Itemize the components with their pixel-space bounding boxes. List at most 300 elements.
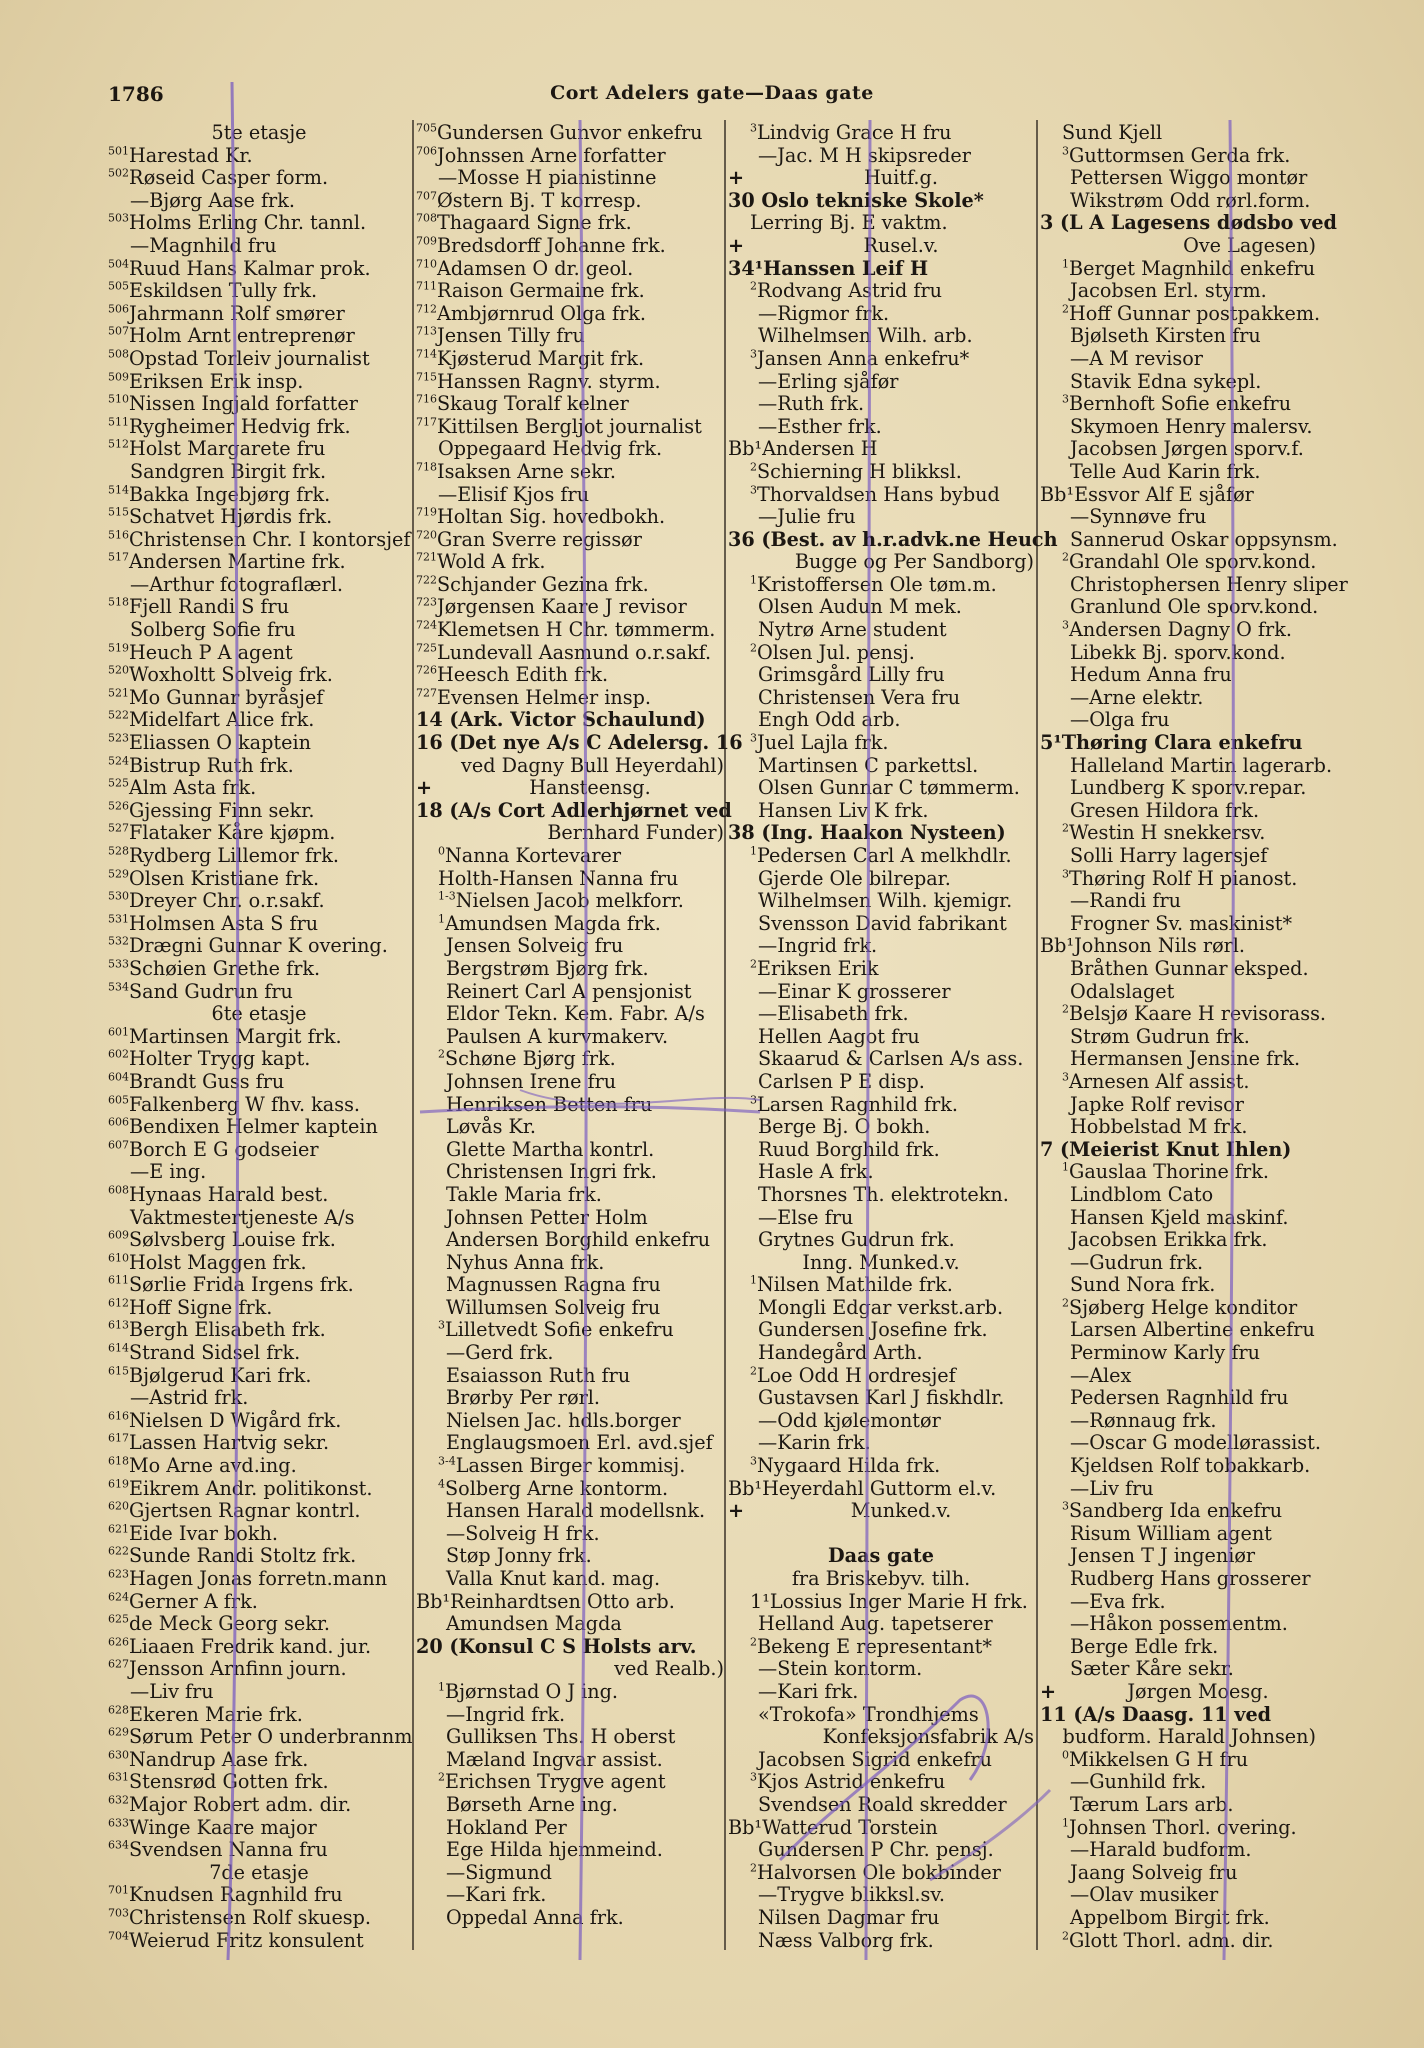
cross-street-name: Rusel.v.	[863, 233, 939, 257]
directory-entry	[728, 1817, 1034, 1840]
entry-text: —Elisabeth frk.	[758, 1002, 909, 1026]
directory-entry	[1040, 1319, 1316, 1342]
entry-text: Hanssen Ragnv. styrm.	[437, 369, 661, 393]
unit-number: 0	[438, 844, 445, 858]
directory-entry	[416, 212, 724, 235]
entry-text: Oppegaard Hedvig frk.	[438, 437, 663, 461]
unit-number: 3	[1062, 1499, 1069, 1513]
directory-entry	[728, 258, 1034, 281]
unit-number: 713	[416, 324, 437, 338]
entry-text: —Jac. M H skipsreder	[758, 143, 971, 167]
unit-number: 3	[750, 1770, 757, 1784]
entry-text: Gustavsen Karl J fiskhdlr.	[758, 1386, 1005, 1410]
directory-entry	[1040, 868, 1316, 891]
entry-text: Sandgren Birgit frk.	[130, 459, 327, 483]
entry-text: Brørby Per rørl.	[446, 1386, 601, 1410]
page-header	[0, 82, 1424, 110]
entry-text: Frogner Sv. maskinist*	[1070, 911, 1293, 935]
entry-text: —Randi fru	[1070, 889, 1182, 913]
unit-number: 709	[416, 234, 437, 248]
entry-text: Sjøberg Helge konditor	[1069, 1295, 1298, 1319]
directory-entry	[1040, 280, 1316, 303]
entry-text: «Trokofa» Trondhjems	[758, 1702, 979, 1726]
directory-entry	[416, 755, 724, 778]
entry-text: Woxholtt Solveig frk.	[129, 663, 333, 687]
unit-number: 719	[416, 505, 437, 519]
unit-number: 626	[108, 1635, 129, 1649]
unit-number: 509	[108, 370, 129, 384]
directory-entry	[416, 393, 724, 416]
entry-text: Bjølseth Kirsten fru	[1070, 324, 1261, 348]
directory-entry	[416, 731, 743, 755]
entry-text: Nielsen D Wigård frk.	[129, 1408, 342, 1432]
directory-entry	[1040, 484, 1316, 507]
directory-entry	[728, 1184, 1034, 1207]
entry-text: Schøien Grethe frk.	[129, 956, 321, 980]
directory-entry	[1040, 1794, 1316, 1817]
directory-entry	[108, 709, 410, 732]
unit-number: 631	[108, 1770, 129, 1784]
directory-entry	[108, 416, 410, 439]
entry-text: Larsen Ragnhild frk.	[757, 1092, 958, 1116]
entry-text: Telle Aud Karin frk.	[1070, 459, 1261, 483]
unit-number: 711	[416, 279, 437, 293]
entry-text: Eriksen Erik insp.	[129, 369, 304, 393]
unit-number: 3	[750, 731, 757, 745]
directory-entry	[108, 1613, 410, 1636]
directory-entry	[728, 1636, 1034, 1659]
directory-entry	[728, 981, 1034, 1004]
entry-text: Lindblom Cato	[1070, 1182, 1214, 1206]
directory-entry	[1040, 1252, 1316, 1275]
entry-text: —Alex	[1070, 1363, 1132, 1387]
directory-entry	[728, 190, 1034, 213]
directory-entry	[728, 1478, 1034, 1501]
entry-text: Jacobsen Erl. styrm.	[1070, 279, 1267, 303]
directory-entry	[416, 1071, 724, 1094]
unit-number: 1	[1062, 257, 1069, 271]
unit-number: 720	[416, 528, 437, 542]
directory-entry	[108, 212, 410, 235]
directory-entry	[728, 664, 1034, 687]
entry-text: Rydberg Lillemor frk.	[129, 844, 339, 867]
directory-entry	[1040, 1116, 1316, 1139]
entry-text: Jansen Anna enkefru*	[757, 346, 970, 370]
directory-entry	[1040, 393, 1316, 416]
unit-number: 2	[1062, 1929, 1069, 1943]
unit-number: 511	[108, 415, 129, 429]
entry-text: 34¹Hanssen Leif H	[728, 256, 929, 280]
directory-entry	[728, 574, 1034, 597]
entry-text: Lundberg K sporv.repar.	[1070, 776, 1307, 800]
directory-entry	[728, 438, 1034, 461]
entry-text: Mongli Edgar verkst.arb.	[758, 1295, 1004, 1319]
entry-text: Hansen Liv K frk.	[758, 798, 929, 822]
unit-number: 623	[108, 1567, 129, 1581]
entry-text: Bb¹Andersen H	[728, 437, 878, 461]
directory-entry	[416, 913, 724, 936]
directory-entry	[416, 798, 732, 823]
entry-text: Nanna Kortevarer	[445, 844, 622, 867]
unit-number: 724	[416, 618, 437, 632]
entry-text: Hoff Signe frk.	[129, 1295, 273, 1319]
entry-text: Lilletvedt Sofie enkefru	[445, 1318, 674, 1342]
directory-entry	[108, 1839, 410, 1862]
entry-text: 38 (Ing. Haakon Nysteen)	[728, 821, 1006, 845]
entry-text: Svendsen Roald skredder	[758, 1792, 1007, 1816]
directory-entry	[108, 1658, 410, 1681]
unit-number: 2	[750, 1364, 757, 1378]
directory-entry	[416, 709, 724, 732]
entry-text: Engh Odd arb.	[758, 708, 901, 732]
directory-entry	[1040, 301, 1321, 326]
entry-text: 6te etasje	[211, 1002, 307, 1026]
unit-number: 3	[1062, 1070, 1069, 1084]
directory-entry	[416, 167, 724, 190]
directory-entry	[1040, 777, 1316, 800]
entry-text: Sunde Randi Stoltz frk.	[129, 1544, 357, 1568]
directory-entry	[728, 1658, 1034, 1681]
entry-text: Carlsen P E disp.	[758, 1069, 925, 1093]
entry-text: Nandrup Aase frk.	[129, 1747, 309, 1771]
directory-entry	[1040, 1297, 1316, 1320]
unit-number: 708	[416, 211, 437, 225]
entry-text: —Erling sjåfør	[758, 369, 899, 393]
entry-text: —Else fru	[758, 1205, 854, 1229]
directory-entry	[1040, 190, 1316, 213]
directory-entry	[728, 890, 1034, 913]
column-rule	[1036, 120, 1038, 1950]
unit-number: 722	[416, 573, 437, 587]
entry-text: Jaang Solveig fru	[1070, 1860, 1238, 1884]
unit-number: 721	[416, 550, 437, 564]
entry-text: Hansen Kjeld maskinf.	[1070, 1205, 1289, 1229]
directory-entry	[108, 1184, 410, 1207]
directory-entry	[108, 1410, 410, 1433]
unit-number: 629	[108, 1725, 129, 1739]
entry-text: Nytrø Arne student	[758, 618, 947, 642]
unit-number: 716	[416, 392, 437, 406]
directory-entry	[416, 1794, 724, 1817]
entry-text: Andersen Dagny O frk.	[1069, 618, 1292, 642]
unit-number: 714	[416, 347, 437, 361]
entry-text: Bernhoft Sofie enkefru	[1069, 392, 1292, 416]
entry-text: Sølvsberg Louise frk.	[129, 1228, 336, 1252]
directory-entry	[1040, 1613, 1316, 1636]
entry-text: Schjander Gezina frk.	[437, 572, 649, 596]
directory-entry	[728, 1116, 1034, 1139]
unit-number: 701	[108, 1883, 129, 1897]
entry-text: Rodvang Astrid fru	[757, 279, 943, 303]
entry-text: Johnsen Thorl. overing.	[1069, 1815, 1297, 1839]
directory-entry	[416, 1048, 724, 1071]
directory-entry	[416, 1658, 724, 1681]
directory-entry	[416, 868, 724, 891]
directory-entry	[1040, 1002, 1327, 1026]
entry-text: Paulsen A kurvmakerv.	[446, 1024, 669, 1048]
entry-text: Borch E G godseier	[129, 1137, 319, 1161]
entry-text: Stavik Edna sykepl.	[1070, 369, 1262, 393]
directory-entry	[728, 1907, 1034, 1930]
entry-text: Thagaard Signe frk.	[437, 211, 632, 235]
unit-number: 528	[108, 844, 129, 858]
cross-street-name: Hansteensg.	[529, 776, 651, 800]
directory-entry	[1040, 1387, 1316, 1410]
entry-text: Schierning H blikksl.	[757, 459, 962, 483]
entry-text: Bergstrøm Bjørg frk.	[446, 956, 649, 980]
unit-number: 3	[438, 1319, 445, 1333]
entry-text: Sørum Peter O underbrannm	[129, 1725, 413, 1749]
entry-text: Hynaas Harald best.	[129, 1182, 329, 1206]
entry-text: Gulliksen Ths. H oberst	[446, 1725, 676, 1749]
entry-text: Skaug Toralf kelner	[437, 392, 629, 416]
unit-number: 604	[108, 1070, 129, 1084]
entry-text: —A M revisor	[1070, 346, 1203, 370]
unit-number: 518	[108, 596, 129, 610]
entry-text: Østern Bj. T korresp.	[437, 188, 642, 212]
directory-entry	[728, 212, 1034, 235]
entry-text: Bb¹Reinhardtsen Otto arb.	[416, 1589, 675, 1613]
entry-text: Gjertsen Ragnar kontrl.	[129, 1499, 361, 1523]
entry-text: Olsen Audun M mek.	[758, 595, 962, 619]
entry-text: Glott Thorl. adm. dir.	[1069, 1928, 1274, 1952]
directory-entry	[108, 1297, 410, 1320]
unit-number: 715	[416, 370, 437, 384]
directory-entry	[108, 1591, 410, 1614]
directory-entry	[1040, 1636, 1316, 1659]
entry-text: Gundersen P Chr. pensj.	[758, 1838, 994, 1862]
cross-street-name: Jørgen Moesg.	[1127, 1679, 1269, 1703]
directory-entry	[728, 1771, 1034, 1794]
directory-entry	[416, 258, 724, 281]
entry-text: Bb¹Essvor Alf E sjåfør	[1040, 482, 1254, 506]
directory-entry	[108, 1387, 410, 1410]
directory-entry	[1040, 1207, 1316, 1230]
entry-text: Ruud Borghild frk.	[758, 1137, 940, 1161]
entry-text: Bendixen Helmer kaptein	[129, 1115, 378, 1139]
directory-entry	[1040, 1817, 1316, 1840]
entry-text: Thøring Rolf H pianost.	[1069, 866, 1298, 890]
directory-entry	[416, 190, 724, 213]
cross-street-mark: +	[416, 776, 433, 800]
entry-text: Kjeldsen Rolf tobakkarb.	[1070, 1454, 1311, 1478]
unit-number: 504	[108, 257, 129, 271]
entry-text: Klemetsen H Chr. tømmerm.	[437, 618, 716, 642]
directory-entry	[108, 303, 410, 326]
directory-entry	[416, 235, 724, 258]
unit-number: 613	[108, 1319, 129, 1333]
entry-text: Grandahl Ole sporv.kond.	[1069, 550, 1317, 574]
directory-entry	[416, 348, 724, 371]
directory-entry	[108, 1071, 410, 1094]
unit-number: 628	[108, 1703, 129, 1717]
directory-entry	[108, 1455, 410, 1478]
entry-text: Berge Edle frk.	[1070, 1634, 1219, 1658]
directory-entry	[416, 596, 724, 619]
directory-entry	[108, 1862, 410, 1885]
entry-text: Nilsen Dagmar fru	[758, 1905, 940, 1929]
directory-entry	[416, 1523, 724, 1546]
entry-text: 30 Oslo tekniske Skole*	[728, 188, 984, 212]
directory-entry	[728, 1387, 1034, 1410]
entry-text: —Julie fru	[758, 505, 856, 529]
directory-entry	[1040, 1545, 1316, 1568]
unit-number: 727	[416, 686, 437, 700]
directory-entry	[1040, 709, 1316, 732]
entry-text: Opstad Torleiv journalist	[129, 346, 370, 370]
entry-text: —Oscar G modellørassist.	[1070, 1431, 1321, 1455]
directory-entry	[108, 1794, 410, 1817]
entry-text: Granlund Ole sporv.kond.	[1070, 595, 1319, 619]
entry-text: Evensen Helmer insp.	[437, 685, 651, 709]
unit-number: 3-4	[438, 1454, 456, 1468]
unit-number: 627	[108, 1657, 129, 1671]
entry-text: Oppedal Anna frk.	[446, 1905, 624, 1929]
entry-text: Stensrød Gotten frk.	[129, 1770, 329, 1794]
directory-entry	[728, 122, 1034, 145]
unit-number: 617	[108, 1432, 129, 1446]
page-title: Cort Adelers gate—Daas gate	[550, 82, 874, 104]
entry-text: Solberg Arne kontorm.	[445, 1476, 669, 1500]
entry-text: Løvås Kr.	[446, 1115, 537, 1139]
directory-entry	[416, 461, 724, 484]
directory-entry	[1040, 1726, 1316, 1749]
directory-entry	[108, 1274, 410, 1297]
entry-text: 11 (A/s Daasg. 11 ved	[1040, 1702, 1272, 1726]
unit-number: 718	[416, 460, 437, 474]
unit-number: 3	[750, 483, 757, 497]
directory-entry	[728, 1681, 1034, 1704]
directory-entry	[416, 1613, 724, 1636]
unit-number: 512	[108, 437, 129, 451]
directory-entry	[728, 1365, 1034, 1388]
entry-text: Halleland Martin lagerarb.	[1070, 753, 1333, 777]
entry-text: Esaiasson Ruth fru	[446, 1363, 631, 1387]
directory-entry	[416, 822, 724, 845]
directory-entry	[108, 1139, 410, 1162]
directory-entry	[1040, 235, 1316, 258]
entry-text: Eskildsen Tully frk.	[129, 279, 318, 303]
directory-entry	[1040, 506, 1316, 529]
directory-entry	[728, 687, 1034, 710]
entry-text: Midelfart Alice frk.	[129, 708, 315, 732]
directory-entry	[1040, 1342, 1316, 1365]
directory-entry	[416, 1094, 724, 1117]
directory-entry	[728, 596, 1034, 619]
directory-entry	[108, 1003, 410, 1026]
entry-text: Andersen Borghild enkefru	[446, 1228, 711, 1252]
directory-entry	[728, 145, 1034, 168]
directory-entry	[1040, 122, 1316, 145]
entry-text: —Gerd frk.	[446, 1341, 554, 1365]
unit-number: 605	[108, 1093, 129, 1107]
unit-number: 632	[108, 1793, 129, 1807]
entry-text: Winge Kaare major	[129, 1815, 317, 1839]
directory-entry	[728, 1094, 1034, 1117]
directory-entry	[416, 484, 724, 507]
entry-text: 5¹Thøring Clara enkefru	[1040, 731, 1303, 755]
entry-text: Solli Harry lagersjef	[1070, 844, 1268, 867]
unit-number: 525	[108, 776, 129, 790]
unit-number: 505	[108, 279, 129, 293]
directory-entry	[416, 1297, 724, 1320]
directory-entry	[728, 1229, 1034, 1252]
directory-entry	[108, 755, 410, 778]
directory-entry	[728, 1500, 1034, 1523]
directory-entry	[728, 1726, 1034, 1749]
entry-text: Eriksen Erik	[757, 956, 879, 980]
unit-number: 530	[108, 889, 129, 903]
entry-text: Vaktmestertjeneste A/s	[130, 1205, 355, 1229]
entry-text: Belsjø Kaare H revisorass.	[1069, 1002, 1327, 1026]
directory-entry	[728, 1704, 1034, 1727]
directory-entry	[108, 1817, 410, 1840]
directory-entry	[728, 1613, 1034, 1636]
unit-number: 609	[108, 1228, 129, 1242]
entry-text: Mæland Ingvar assist.	[446, 1747, 663, 1771]
entry-text: Isaksen Arne sekr.	[437, 459, 616, 483]
entry-text: Inng. Munked.v.	[802, 1250, 960, 1274]
directory-entry	[1040, 1048, 1316, 1071]
entry-text: Johnsen Petter Holm	[446, 1205, 648, 1229]
directory-entry	[108, 890, 410, 913]
entry-text: —Liv fru	[130, 1679, 214, 1703]
entry-text: Olsen Jul. pensj.	[757, 640, 915, 664]
entry-text: —Stein kontorm.	[758, 1657, 923, 1681]
directory-entry	[728, 1568, 1034, 1591]
entry-text: Nielsen Jac. hdls.borger	[446, 1408, 681, 1432]
directory-entry	[1040, 1478, 1316, 1501]
entry-text: Holmsen Asta S fru	[129, 911, 319, 935]
entry-text: Martinsen C parkettsl.	[758, 753, 979, 777]
entry-text: Larsen Albertine enkefru	[1070, 1318, 1315, 1342]
directory-entry	[416, 506, 724, 529]
entry-text: Hedum Anna fru	[1070, 663, 1232, 687]
directory-entry	[1040, 1839, 1316, 1862]
directory-entry	[416, 438, 724, 461]
entry-text: Kjøsterud Margit frk.	[437, 346, 645, 370]
entry-text: fra Briskebyv. tilh.	[791, 1567, 971, 1590]
entry-text: Hagen Jonas forretn.mann	[129, 1567, 388, 1590]
unit-number: 1	[1062, 1816, 1069, 1830]
unit-number: 503	[108, 211, 129, 225]
entry-text: —Rigmor frk.	[758, 301, 890, 325]
entry-text: Lindvig Grace H fru	[757, 121, 952, 144]
entry-text: Schatvet Hjørdis frk.	[129, 505, 333, 529]
unit-number: 612	[108, 1296, 129, 1310]
entry-text: 20 (Konsul C S Holsts arv.	[416, 1634, 697, 1658]
entry-text: Hokland Per	[446, 1815, 567, 1839]
entry-text: 18 (A/s Cort Adlerhjørnet ved	[416, 798, 732, 822]
directory-entry	[728, 371, 1034, 394]
entry-text: Sannerud Oskar oppsynsm.	[1070, 527, 1338, 551]
entry-text: Pedersen Ragnhild fru	[1070, 1386, 1289, 1410]
unit-number: 533	[108, 957, 129, 971]
directory-entry	[416, 1026, 724, 1049]
directory-entry	[1040, 1026, 1316, 1049]
directory-entry	[416, 1771, 724, 1794]
directory-entry	[728, 619, 1034, 642]
unit-number: 621	[108, 1522, 129, 1536]
entry-text: Solberg Sofie fru	[130, 618, 296, 642]
entry-text: Kristoffersen Ole tøm.m.	[757, 572, 997, 596]
unit-number: 3	[750, 1454, 757, 1468]
directory-entry	[728, 1410, 1034, 1433]
entry-text: —Astrid frk.	[130, 1386, 249, 1410]
entry-text: 16 (Det nye A/s C Adelersg. 16	[416, 731, 743, 755]
entry-text: Holter Trygg kapt.	[129, 1047, 311, 1071]
directory-entry	[108, 1207, 410, 1230]
